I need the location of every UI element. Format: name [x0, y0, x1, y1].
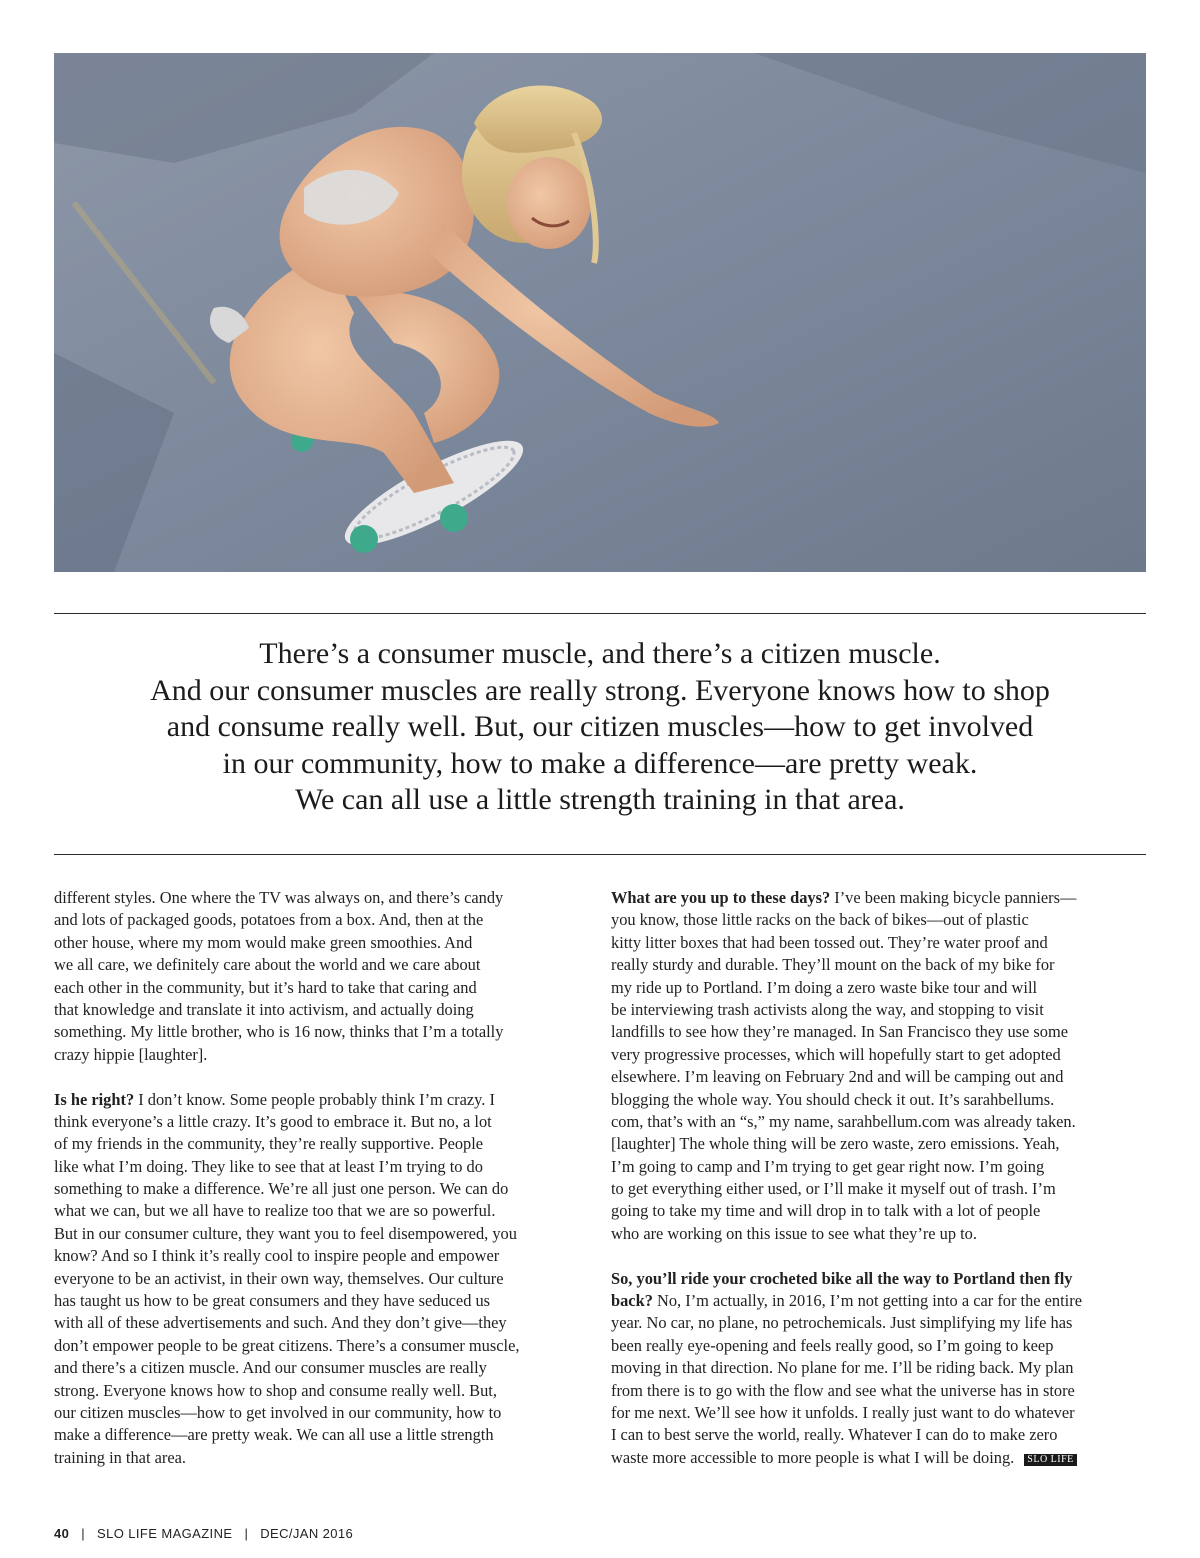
issue-date: DEC/JAN 2016: [260, 1526, 354, 1541]
body-line: from there is to go with the flow and see what the universe has in store: [611, 1380, 1075, 1400]
body-line: each other in the community, but it’s hard to take that caring and: [54, 977, 477, 997]
body-line: year. No car, no plane, no petrochemicals. Just simplifying my life has: [611, 1313, 1073, 1333]
question-line: [611, 887, 1147, 909]
body-line: crazy hippie [laughter].: [54, 1044, 208, 1064]
body-line: very progressive processes, which will hopefully start to get adopted: [611, 1044, 1061, 1064]
body-line: strong. Everyone knows how to shop and consume really well. But,: [54, 1380, 497, 1400]
body-line: But in our consumer culture, they want you to feel disempowered, you: [54, 1223, 517, 1243]
body-line: blogging the whole way. You should check it out. It’s sarahbellums.: [611, 1089, 1055, 1109]
answer-text: No, I’m actually, in 2016, I’m not getting into a car for the entire: [652, 1291, 1082, 1311]
body-line: com, that’s with an “s,” my name, sarahbellum.com was already taken.: [611, 1111, 1076, 1131]
body-line: for me next. We’ll see how it unfolds. I really just want to do whatever: [611, 1402, 1075, 1422]
body-line: other house, where my mom would make green smoothies. And: [54, 932, 473, 952]
pullquote: [54, 636, 1146, 819]
pullquote-line: and consume really well. But, our citizen muscles—how to get involved: [166, 710, 1034, 743]
body-line: different styles. One where the TV was always on, and there’s candy: [54, 888, 504, 907]
article-column-left: [54, 887, 590, 1469]
body-line: what we can, but we all have to realize too that we are so powerful.: [54, 1201, 496, 1221]
page-footer: [54, 1526, 353, 1541]
body-line: to get everything either used, or I’ll make it myself out of trash. I’m: [611, 1179, 1056, 1199]
question-line: [54, 1089, 590, 1111]
body-line: moving in that direction. No plane for me. I’ll be riding back. My plan: [611, 1358, 1074, 1378]
body-line: we all care, we definitely care about the world and we care about: [54, 955, 481, 975]
body-line: with all of these advertisements and such. And they don’t give—they: [54, 1313, 507, 1333]
body-line: I’m going to camp and I’m trying to get gear right now. I’m going: [611, 1156, 1045, 1176]
body-line: our citizen muscles—how to get involved in our community, how to: [54, 1402, 502, 1422]
body-line: I can to best serve the world, really. Whatever I can do to make zero: [611, 1425, 1058, 1445]
interview-question: back?: [611, 1291, 653, 1311]
body-line: something. My little brother, who is 16 now, thinks that I’m a totally: [54, 1022, 504, 1042]
interview-question: Is he right?: [54, 1089, 135, 1109]
body-line: think everyone’s a little crazy. It’s good to embrace it. But no, a lot: [54, 1111, 492, 1131]
body-line-last: [611, 1447, 1147, 1469]
interview-question: So, you’ll ride your crocheted bike all the way to Portland then fly: [611, 1268, 1073, 1288]
body-line: and lots of packaged goods, potatoes from a box. And, then at the: [54, 910, 484, 930]
pullquote-line: We can all use a little strength training in that area.: [295, 783, 905, 816]
body-line: be interviewing trash activists along the way, and stopping to visit: [611, 999, 1044, 1019]
magazine-name: SLO LIFE MAGAZINE: [97, 1526, 233, 1541]
article-photo: [54, 53, 1146, 572]
body-line: of my friends in the community, they’re really supportive. People: [54, 1134, 484, 1154]
body-line: know? And so I think it’s really cool to inspire people and empower: [54, 1246, 500, 1266]
answer-text: I don’t know. Some people probably think I’m crazy. I: [134, 1089, 495, 1109]
body-line: everyone to be an activist, in their own way, themselves. Our culture: [54, 1268, 504, 1288]
body-line: and there’s a citizen muscle. And our consumer muscles are really: [54, 1358, 487, 1378]
body-line: you know, those little racks on the back of bikes—out of plastic: [611, 910, 1029, 930]
body-line: landfills to see how they’re managed. In San Francisco they use some: [611, 1022, 1068, 1042]
body-line: [laughter] The whole thing will be zero waste, zero emissions. Yeah,: [611, 1134, 1060, 1154]
question-line: [611, 1290, 1147, 1312]
end-mark-logo: SLO LIFE: [1024, 1454, 1077, 1466]
answer-text: waste more accessible to more people is what I will be doing.: [611, 1447, 1015, 1467]
page-number: 40: [54, 1526, 70, 1541]
answer-text: I’ve been making bicycle panniers—: [830, 888, 1077, 907]
footer-separator: |: [81, 1526, 86, 1541]
body-line: something to make a difference. We’re all just one person. We can do: [54, 1179, 509, 1199]
body-line: like what I’m doing. They like to see that at least I’m trying to do: [54, 1156, 483, 1176]
body-line: elsewhere. I’m leaving on February 2nd and will be camping out and: [611, 1067, 1064, 1087]
body-line: really sturdy and durable. They’ll mount on the back of my bike for: [611, 955, 1055, 975]
article-column-right: [611, 887, 1147, 1469]
body-line: don’t empower people to be great citizens. There’s a consumer muscle,: [54, 1335, 520, 1355]
skateboarder-photo: [54, 53, 1146, 572]
body-line: make a difference—are pretty weak. We can all use a little strength: [54, 1425, 494, 1445]
body-line: has taught us how to be great consumers and they have seduced us: [54, 1291, 491, 1311]
body-line: who are working on this issue to see what they’re up to.: [611, 1223, 977, 1243]
body-line: that knowledge and translate it into activism, and actually doing: [54, 999, 474, 1019]
body-line: kitty litter boxes that had been tossed out. They’re water proof and: [611, 932, 1048, 952]
pullquote-line: There’s a consumer muscle, and there’s a citizen muscle.: [259, 637, 941, 670]
pullquote-line: in our community, how to make a difference—are pretty weak.: [222, 746, 978, 780]
interview-question: What are you up to these days?: [611, 888, 831, 907]
pullquote-top-rule: [54, 613, 1146, 614]
body-line: my ride up to Portland. I’m doing a zero waste bike tour and will: [611, 977, 1038, 997]
pullquote-line: And our consumer muscles are really strong. Everyone knows how to shop: [150, 673, 1050, 707]
body-line: training in that area.: [54, 1447, 186, 1467]
body-line: been really eye-opening and feels really good, so I’m going to keep: [611, 1335, 1054, 1355]
pullquote-bottom-rule: [54, 854, 1146, 855]
body-line: going to take my time and will drop in to talk with a lot of people: [611, 1201, 1041, 1221]
footer-separator: |: [244, 1526, 249, 1541]
